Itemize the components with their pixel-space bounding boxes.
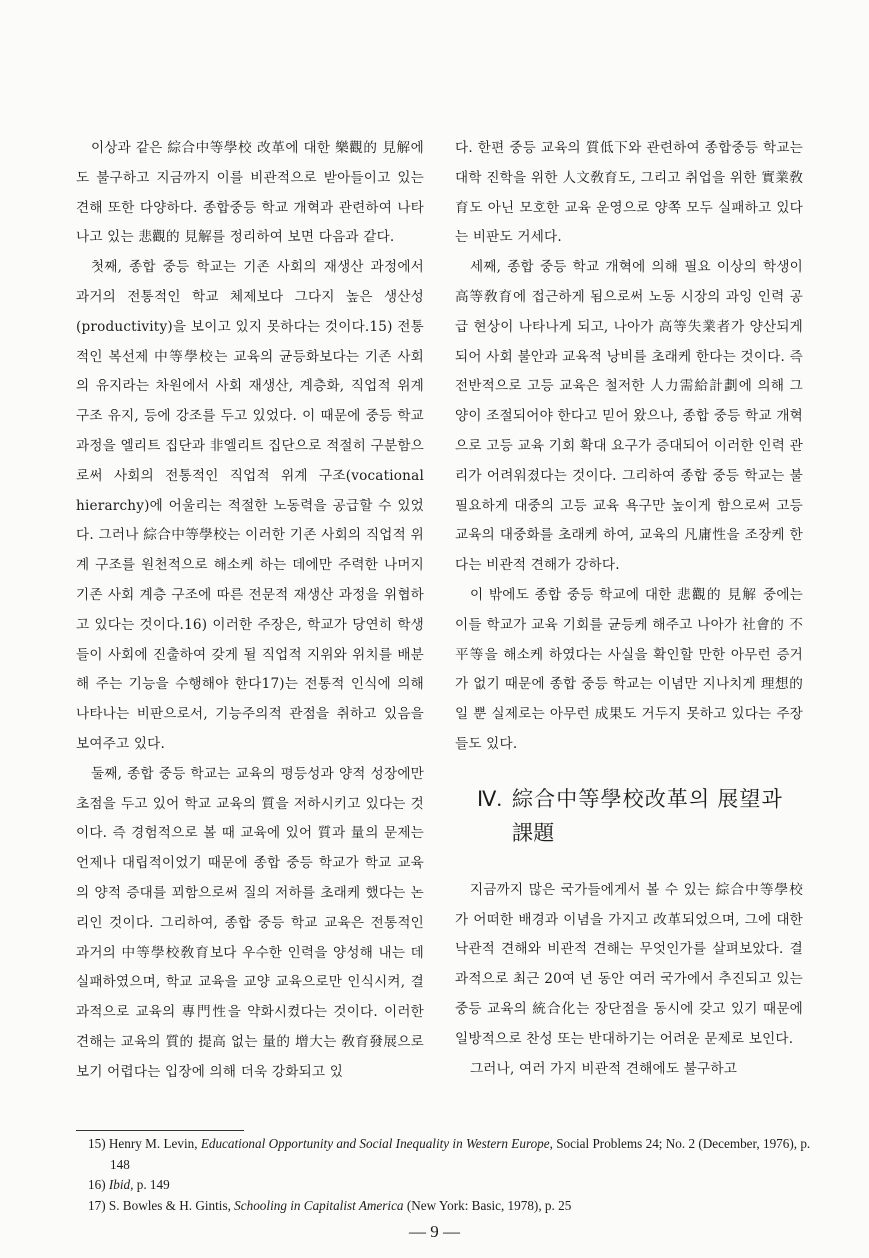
section-heading	[477, 782, 803, 850]
footnote-17	[88, 1196, 812, 1217]
footnote-text: 15) Henry M. Levin,	[88, 1136, 201, 1151]
footnote-text: Social Problems 24; No. 2 (December, 1976), p. 148	[110, 1136, 811, 1172]
page-number: — 9 —	[409, 1222, 460, 1241]
paragraph-summary: 지금까지 많은 국가들에게서 볼 수 있는 綜合中等學校가 어떠한 배경과 이념을 가지고 改革되었으며, 그에 대한 낙관적 견해와 비관적 견해는 무엇인가를 살펴보았다. 결과적으로 최근 20여 년 동안 여러 국가에서 추진되고 있는 중등 교육의 統合化는 장단점을 동시에 갖고 있기 때문에 일방적으로 찬성 또는 반대하기는 어려운 문제로 보인다.	[455, 881, 803, 1047]
footnote-text: p. 149	[133, 1177, 170, 1192]
footnote-15	[88, 1134, 812, 1175]
footnote-source-title: Schooling in Capitalist America	[234, 1197, 404, 1213]
right-column	[455, 134, 803, 1084]
footnote-source-title: Educational Opportunity and Social Inequality in Western Europe,	[200, 1136, 553, 1151]
paragraph-continued: 다. 한편 중등 교육의 質低下와 관련하여 종합중등 학교는 대학 진학을 위한 人文敎育도, 그리고 취업을 위한 實業敎育도 아닌 모호한 교육 운영으로 양쪽 모두 실패하고 있다는 비판도 거세다.	[455, 140, 803, 246]
footnote-16	[88, 1175, 812, 1196]
paragraph-intro: 이상과 같은 綜合中等學校 改革에 대한 樂觀的 見解에도 불구하고 지금까지 이를 비관적으로 받아들이고 있는 견해 또한 다양하다. 종합중등 학교 개혁과 관련하여 나타나고 있는 悲觀的 見解를 정리하여 보면 다음과 같다.	[76, 140, 424, 246]
footnote-rule	[76, 1130, 244, 1131]
footnote-text: 17) S. Bowles & H. Gintis,	[88, 1197, 235, 1213]
footnotes	[88, 1134, 812, 1216]
footnote-source-title: Ibid,	[108, 1177, 134, 1192]
left-column	[76, 134, 424, 1088]
paragraph-however: 그러나, 여러 가지 비관적 견해에도 불구하고	[469, 1060, 738, 1077]
paragraph-second-criticism: 둘째, 종합 중등 학교는 교육의 평등성과 양적 성장에만 초점을 두고 있어 학교 교육의 質을 저하시키고 있다는 것이다. 즉 경험적으로 볼 때 교육에 있어 質과 量의 문제는 언제나 대립적이었기 때문에 종합 중등 학교가 학교 교육의 양적 증대를 꾀함으로써 질의 저하를 초래케 했다는 논리인 것이다. 그리하여, 종합 중등 학교 교육은 전통적인 과거의 中等學校敎育보다 우수한 인력을 양성해 내는 데 실패하였으며, 학교 교육을 교양 교육으로만 인식시켜, 결과적으로 교육의 專門性을 약화시켰다는 것이다. 이러한 견해는 교육의 質的 提高 없는 量的 增大는 敎育發展으로 보기 어렵다는 입장에 의해 더욱 강화되고 있	[76, 765, 424, 1080]
footnote-text: 16)	[88, 1177, 109, 1192]
paragraph-other-criticism: 이 밖에도 종합 중등 학교에 대한 悲觀的 見解 중에는 이들 학교가 교육 기회를 균등케 해주고 나아가 社會的 不平等을 해소케 하였다는 사실을 확인할 만한 아무런 증거가 없기 때문에 종합 중등 학교는 이념만 지나치게 理想的일 뿐 실제로는 아무런 成果도 거두지 못하고 있다는 주장들도 있다.	[455, 586, 803, 752]
section-number: Ⅳ.	[477, 786, 503, 811]
section-title: 綜合中等學校改革의 展望과 課題	[512, 786, 783, 845]
paragraph-first-criticism: 첫째, 종합 중등 학교는 기존 사회의 재생산 과정에서 과거의 전통적인 학교 체제보다 그다지 높은 생산성(productivity)을 보이고 있지 못하다는 것이다.15) 전통적인 복선제 中等學校는 교육의 균등화보다는 기존 사회의 유지라는 차원에서 사회 재생산, 계층화, 직업적 위계 구조 유지, 등에 강조를 두고 있었다. 이 때문에 중등 학교 과정을 엘리트 집단과 非엘리트 집단으로 적절히 구분함으로써 사회의 전통적인 직업적 위계 구조(vocational hierarchy)에 어울리는 적절한 노동력을 공급할 수 있었다. 그러나 綜合中等學校는 이러한 기존 사회의 직업적 위계 구조를 원천적으로 해소케 하는 데에만 주력한 나머지 기존 사회 계층 구조에 따른 전문적 재생산 과정을 위협하고 있다는 것이다.16) 이러한 주장은, 학교가 당연히 학생들이 사회에 진출하여 갖게 될 직업적 지위와 위치를 배분해 주는 기능을 수행해야 한다17)는 전통적 인식에 의해 나타나는 비판으로서, 기능주의적 관점을 취하고 있음을 보여주고 있다.	[76, 259, 424, 752]
paragraph-third-criticism: 세째, 종합 중등 학교 개혁에 의해 필요 이상의 학생이 高等敎育에 접근하게 됨으로써 노동 시장의 과잉 인력 공급 현상이 나타나게 되고, 나아가 高等失業者가 양산되게 되어 사회 불안과 교육적 낭비를 초래케 한다는 것이다. 즉 전반적으로 고등 교육은 철저한 人力需給計劃에 의해 그 양이 조절되어야 한다고 믿어 왔으나, 종합 중등 학교 개혁으로 고등 교육 기회 확대 요구가 증대되어 이러한 인력 관리가 어려워졌다는 것이다. 그리하여 종합 중등 학교는 불필요하게 대중의 고등 교육 욕구만 높이게 함으로써 고등 교육의 대중화를 초래케 하여, 교육의 凡庸性을 조장케 한다는 비관적 견해가 강하다.	[455, 259, 803, 574]
footnote-text: (New York: Basic, 1978), p. 25	[403, 1197, 572, 1213]
